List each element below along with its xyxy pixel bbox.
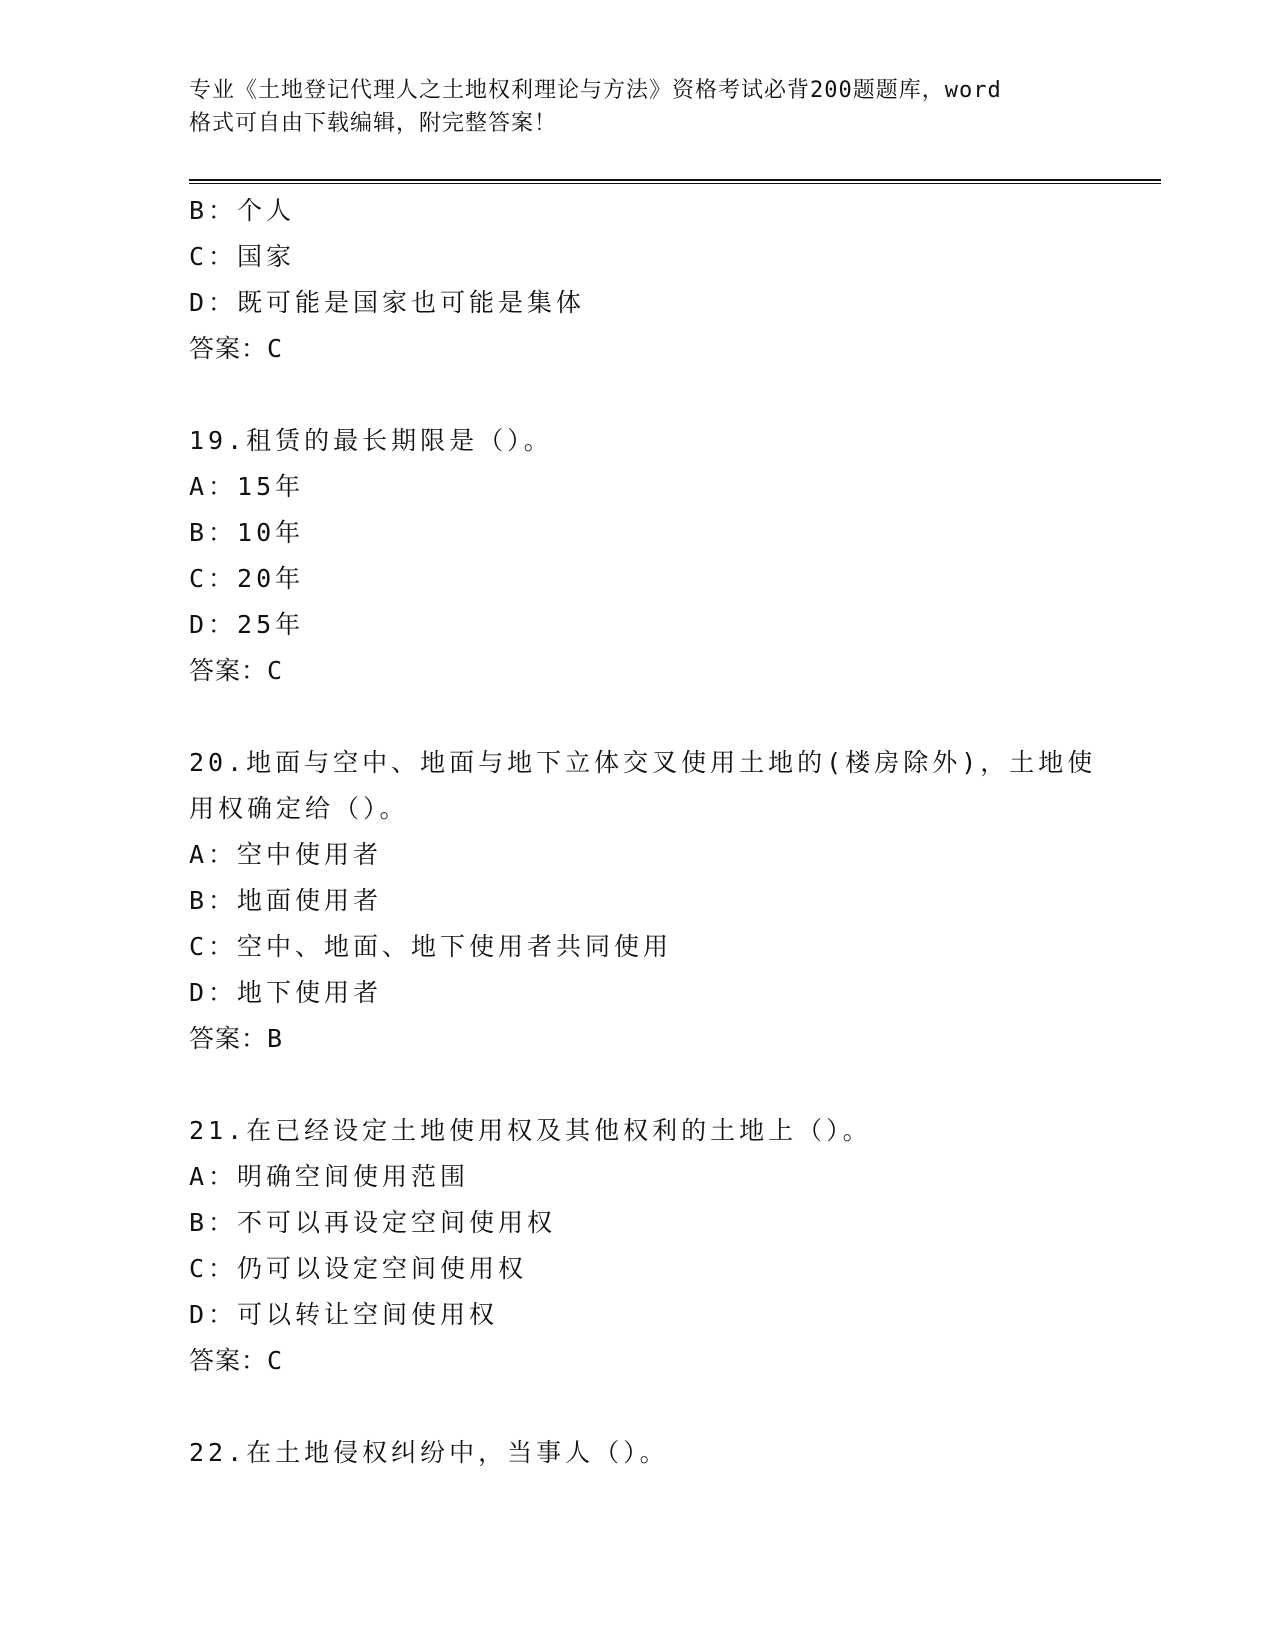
q22-question: 22.在土地侵权纠纷中，当事人（）。 bbox=[189, 1438, 669, 1467]
q20-question-line-2: 用权确定给（）。 bbox=[189, 794, 409, 823]
q21-option-a: A：明确空间使用范围 bbox=[189, 1162, 470, 1191]
document-header bbox=[189, 74, 1069, 140]
q19-option-d: D：25年 bbox=[189, 610, 305, 639]
q20-option-a: A：空中使用者 bbox=[189, 840, 383, 869]
header-line-1: 专业《土地登记代理人之土地权利理论与方法》资格考试必背200题题库，word bbox=[189, 78, 1002, 103]
q18-answer: 答案：C bbox=[189, 334, 284, 363]
spacer bbox=[189, 1062, 1089, 1108]
q21-option-b: B：不可以再设定空间使用权 bbox=[189, 1208, 557, 1237]
question-19-block bbox=[189, 418, 1089, 694]
spacer bbox=[189, 372, 1089, 418]
q20-option-d: D：地下使用者 bbox=[189, 978, 383, 1007]
q18-option-c: C：国家 bbox=[189, 242, 296, 271]
header-line-2: 格式可自由下载编辑，附完整答案！ bbox=[189, 111, 558, 136]
q19-answer: 答案：C bbox=[189, 656, 284, 685]
q19-option-c: C：20年 bbox=[189, 564, 305, 593]
q21-option-d: D：可以转让空间使用权 bbox=[189, 1300, 499, 1329]
question-21-block bbox=[189, 1108, 1089, 1384]
question-20-block bbox=[189, 740, 1097, 1062]
q19-option-a: A：15年 bbox=[189, 472, 305, 501]
q18-option-b: B：个人 bbox=[189, 196, 296, 225]
spacer bbox=[189, 1384, 1089, 1430]
q20-answer: 答案：B bbox=[189, 1024, 284, 1053]
q21-option-c: C：仍可以设定空间使用权 bbox=[189, 1254, 528, 1283]
q20-question-line-1: 20.地面与空中、地面与地下立体交叉使用土地的(楼房除外)，土地使 bbox=[189, 748, 1097, 777]
q19-option-b: B：10年 bbox=[189, 518, 305, 547]
spacer bbox=[189, 694, 1089, 740]
question-content bbox=[189, 188, 1097, 1476]
question-22-block bbox=[189, 1430, 1089, 1476]
q21-question: 21.在已经设定土地使用权及其他权利的土地上（）。 bbox=[189, 1116, 872, 1145]
q20-option-c: C：空中、地面、地下使用者共同使用 bbox=[189, 932, 673, 961]
q21-answer: 答案：C bbox=[189, 1346, 284, 1375]
header-divider bbox=[189, 179, 1161, 184]
q18-option-d: D：既可能是国家也可能是集体 bbox=[189, 288, 586, 317]
q20-option-b: B：地面使用者 bbox=[189, 886, 383, 915]
q19-question: 19.租赁的最长期限是（）。 bbox=[189, 426, 553, 455]
question-18-block bbox=[189, 188, 1089, 372]
